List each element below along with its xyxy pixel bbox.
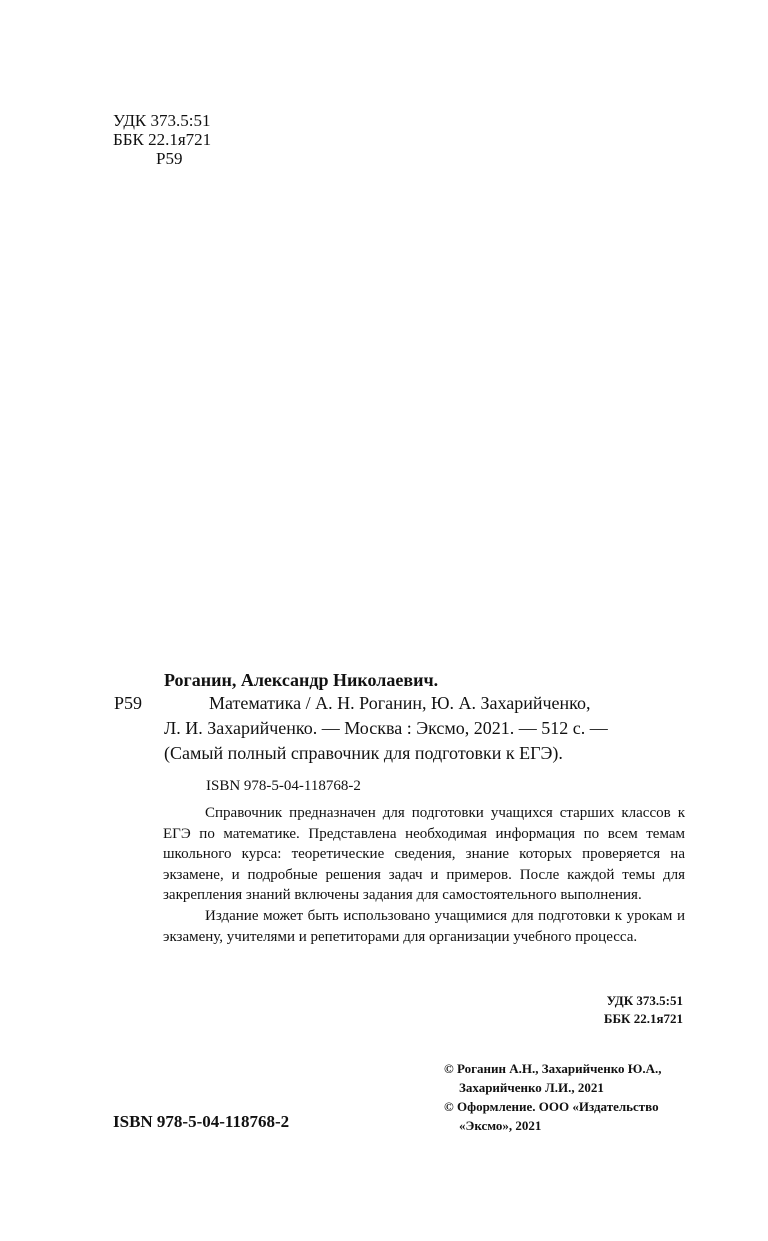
copyright-line-1: © Роганин А.Н., Захарийченко Ю.А., — [444, 1061, 662, 1076]
bbk-code-bottom: ББК 22.1я721 — [603, 1011, 683, 1026]
annotation-paragraph: Справочник предназначен для подготовки учащихся старших классов к ЕГЭ по математике. Представлена необходимая информация по всем темам школьного курса: теоретические сведения, знание которых проверяется на экзамене, и подробные решения задач и примеров. После каждой темы для закрепления знаний включены задания для самостоятельного выполнения. — [163, 805, 685, 904]
title-line-2: Л. И. Захарийченко. — Москва : Эксмо, 2021. — 512 с. — — [164, 718, 608, 738]
title-line-3: (Самый полный справочник для подготовки к ЕГЭ). — [164, 743, 563, 763]
copyright-line-4: «Эксмо», 2021 — [459, 1118, 542, 1133]
udk-code: УДК 373.5:51 — [113, 111, 211, 130]
copyright-line-3: © Оформление. ООО «Издательство — [444, 1099, 659, 1114]
isbn-footer: ISBN 978-5-04-118768-2 — [113, 1112, 290, 1131]
isbn-record: ISBN 978-5-04-118768-2 — [206, 778, 361, 794]
udk-code-bottom: УДК 373.5:51 — [606, 993, 683, 1008]
author-heading: Роганин, Александр Николаевич. — [164, 670, 439, 690]
annotation — [163, 803, 685, 947]
author-sign-record: Р59 — [114, 693, 143, 713]
annotation-paragraph: Издание может быть использовано учащимися для подготовки к урокам и экзамену, учителями и репетиторами для организации учебного процесса. — [163, 907, 685, 945]
title-line-1: Математика / А. Н. Роганин, Ю. А. Захарийченко, — [209, 693, 591, 713]
author-sign-top: Р59 — [156, 149, 183, 168]
bbk-code: ББК 22.1я721 — [113, 130, 212, 149]
copyright-line-2: Захарийченко Л.И., 2021 — [459, 1080, 604, 1095]
